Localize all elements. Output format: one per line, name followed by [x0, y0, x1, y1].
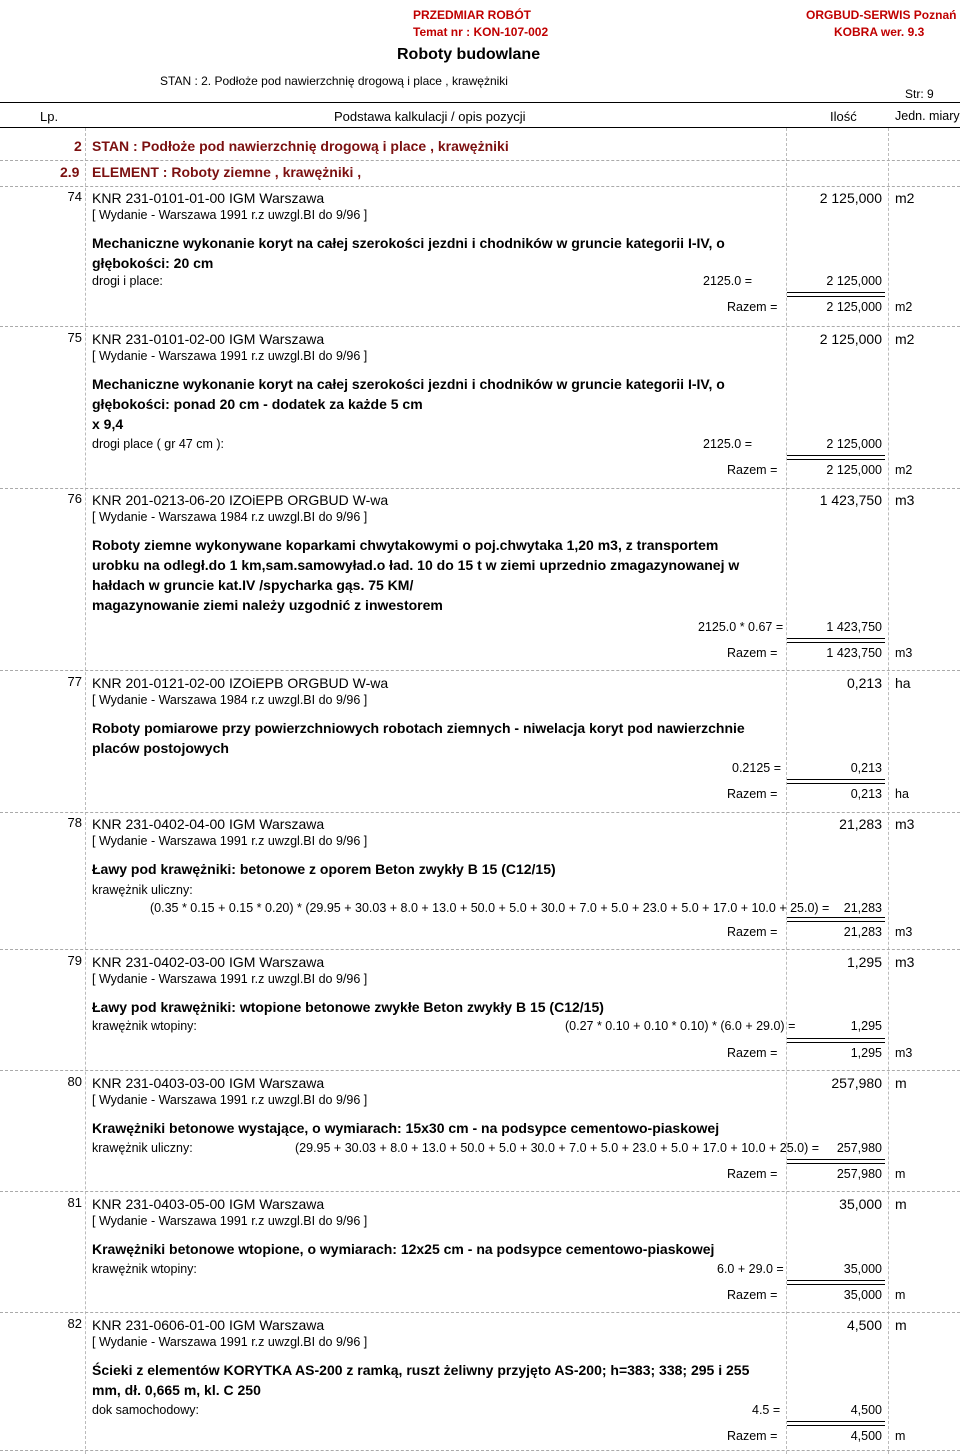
- row-divider: [0, 1312, 960, 1313]
- stan-header: STAN : 2. Podłoże pod nawierzchnię drogową i place , krawężniki: [160, 74, 508, 88]
- item-description: Roboty ziemne wykonywane koparkami chwytakowymi o poj.chwytaka 1,20 m3, z transportem urobku na odległ.do 1 km,sam.samowyład.o ład. 10 do 15 t w ziemi uprzednio zmagazynowanej w hałdach w gruncie kat.IV /spycharka gąs. 75 KM/ magazynowanie ziemi należy uzgodnić z inwestorem: [92, 537, 740, 613]
- item-code: KNR 231-0101-01-00 IGM Warszawa: [92, 190, 325, 206]
- page-number: Str: 9: [905, 87, 934, 101]
- item-code: KNR 201-0213-06-20 IZOiEPB ORGBUD W-wa: [92, 492, 389, 508]
- row-divider: [0, 1070, 960, 1071]
- stan-num: 2: [74, 138, 82, 154]
- item-edition: [ Wydanie - Warszawa 1991 r.z uwzgl.BI do 9/96 ]: [92, 834, 368, 848]
- item-description: Krawężniki betonowe wtopione, o wymiarach: 12x25 cm - na podsypce cementowo-piaskowej: [92, 1241, 715, 1257]
- calc-expression: (0.27 * 0.10 + 0.10 * 0.10) * (6.0 + 29.0) =: [565, 1019, 796, 1033]
- razem-label: Razem =: [727, 1046, 778, 1060]
- item-unit: ha: [895, 675, 911, 691]
- double-rule: [787, 779, 885, 784]
- item-code: KNR 231-0402-03-00 IGM Warszawa: [92, 954, 325, 970]
- item-edition: [ Wydanie - Warszawa 1991 r.z uwzgl.BI do 9/96 ]: [92, 349, 368, 363]
- razem-unit: m2: [895, 463, 913, 477]
- item-description: Ścieki z elementów KORYTKA AS-200 z ramką, ruszt żeliwny przyjęto AS-200; h=383; 338; 295 i 255 mm, dł. 0,665 m, kl. C 250: [92, 1362, 750, 1398]
- element-num: 2.9: [60, 164, 80, 180]
- item-unit: m: [895, 1075, 907, 1091]
- calc-label: krawężnik uliczny:: [92, 883, 193, 897]
- row-divider: [0, 812, 960, 813]
- razem-value: 1,295: [850, 1046, 882, 1060]
- calc-expression: 4.5 =: [752, 1403, 781, 1417]
- calc-expression: (29.95 + 30.03 + 8.0 + 13.0 + 50.0 + 5.0 + 30.0 + 7.0 + 5.0 + 23.0 + 5.0 + 17.0 + 10.0 + 25.0) =: [295, 1141, 820, 1155]
- item-qty: 1,295: [846, 954, 882, 970]
- item-code: KNR 231-0402-04-00 IGM Warszawa: [92, 816, 325, 832]
- item-lp: 76: [67, 491, 82, 506]
- item-unit: m3: [895, 816, 915, 832]
- doc-title: PRZEDMIAR ROBÓT: [413, 8, 531, 22]
- item-qty: 4,500: [846, 1317, 882, 1333]
- razem-label: Razem =: [727, 300, 778, 314]
- row-divider: [0, 488, 960, 489]
- company: ORGBUD-SERWIS Poznań: [806, 8, 957, 22]
- row-divider: [0, 160, 960, 161]
- calc-expression: (0.35 * 0.15 + 0.15 * 0.20) * (29.95 + 30.03 + 8.0 + 13.0 + 50.0 + 5.0 + 30.0 + 7.0 + 5.0 + 23.0 + 5.0 + 17.0 + 10.0 + 25.0) =: [150, 901, 830, 915]
- row-divider: [0, 670, 960, 671]
- item-code: KNR 201-0121-02-00 IZOiEPB ORGBUD W-wa: [92, 675, 389, 691]
- item-code: KNR 231-0606-01-00 IGM Warszawa: [92, 1317, 325, 1333]
- razem-label: Razem =: [727, 1429, 778, 1443]
- item-unit: m3: [895, 492, 915, 508]
- row-divider: [0, 949, 960, 950]
- calc-value: 2 125,000: [826, 437, 882, 451]
- razem-value: 35,000: [843, 1288, 882, 1302]
- item-lp: 80: [67, 1074, 82, 1089]
- item-edition: [ Wydanie - Warszawa 1991 r.z uwzgl.BI do 9/96 ]: [92, 1093, 368, 1107]
- row-divider: [0, 1450, 960, 1451]
- col-unit: Jedn. miary: [895, 109, 960, 123]
- row-divider: [0, 326, 960, 327]
- calc-value: 2 125,000: [826, 274, 882, 288]
- double-rule: [787, 1421, 885, 1426]
- razem-value: 1 423,750: [826, 646, 882, 660]
- item-lp: 79: [67, 953, 82, 968]
- item-lp: 82: [67, 1316, 82, 1331]
- item-qty: 2 125,000: [819, 331, 882, 347]
- item-edition: [ Wydanie - Warszawa 1991 r.z uwzgl.BI do 9/96 ]: [92, 208, 368, 222]
- item-description: Mechaniczne wykonanie koryt na całej szerokości jezdni i chodników w gruncie kategorii I-IV, o głębokości: ponad 20 cm - dodatek za każde 5 cm x 9,4: [92, 376, 725, 432]
- col-basis: Podstawa kalkulacji / opis pozycji: [334, 109, 526, 124]
- calc-value: 35,000: [843, 1262, 882, 1276]
- item-edition: [ Wydanie - Warszawa 1984 r.z uwzgl.BI do 9/96 ]: [92, 510, 368, 524]
- calc-label: krawężnik wtopiny:: [92, 1262, 197, 1276]
- software-version: KOBRA wer. 9.3: [834, 25, 925, 39]
- calc-value: 257,980: [836, 1141, 882, 1155]
- razem-value: 2 125,000: [826, 463, 882, 477]
- col-lp: Lp.: [40, 109, 59, 124]
- item-qty: 2 125,000: [819, 190, 882, 206]
- calc-label: krawężnik uliczny:: [92, 1141, 193, 1155]
- double-rule: [787, 1038, 885, 1043]
- col-qty: Ilość: [830, 109, 857, 124]
- item-edition: [ Wydanie - Warszawa 1991 r.z uwzgl.BI do 9/96 ]: [92, 1214, 368, 1228]
- item-unit: m2: [895, 331, 915, 347]
- item-description: Roboty pomiarowe przy powierzchniowych robotach ziemnych - niwelacja koryt pod nawierzchnie placów postojowych: [92, 720, 745, 756]
- heading: Roboty budowlane: [397, 46, 541, 63]
- razem-value: 2 125,000: [826, 300, 882, 314]
- calc-value: 4,500: [850, 1403, 882, 1417]
- calc-label: dok samochodowy:: [92, 1403, 200, 1417]
- calc-label: drogi i place:: [92, 274, 163, 288]
- temat: Temat nr : KON-107-002: [413, 25, 549, 39]
- double-rule: [787, 638, 885, 643]
- calc-expression: 2125.0 * 0.67 =: [698, 620, 784, 634]
- item-lp: 74: [67, 189, 82, 204]
- razem-unit: m: [895, 1167, 906, 1181]
- item-qty: 0,213: [846, 675, 882, 691]
- calc-expression: 2125.0 =: [703, 437, 753, 451]
- row-divider: [0, 1191, 960, 1192]
- razem-label: Razem =: [727, 787, 778, 801]
- item-unit: m3: [895, 954, 915, 970]
- header-top-rule: [0, 102, 960, 103]
- item-qty: 257,980: [831, 1075, 882, 1091]
- razem-value: 257,980: [836, 1167, 882, 1181]
- item-unit: m: [895, 1317, 907, 1333]
- item-description: Krawężniki betonowe wystające, o wymiarach: 15x30 cm - na podsypce cementowo-piaskowej: [92, 1120, 720, 1136]
- razem-label: Razem =: [727, 646, 778, 660]
- razem-unit: m3: [895, 925, 913, 939]
- calc-expression: 0.2125 =: [732, 761, 782, 775]
- stan-label: STAN : Podłoże pod nawierzchnię drogową i place , krawężniki: [92, 138, 509, 154]
- double-rule: [787, 455, 885, 460]
- razem-label: Razem =: [727, 463, 778, 477]
- razem-value: 4,500: [850, 1429, 882, 1443]
- double-rule: [787, 917, 885, 922]
- calc-value: 0,213: [850, 761, 882, 775]
- item-qty: 21,283: [839, 816, 882, 832]
- item-lp: 75: [67, 330, 82, 345]
- item-unit: m2: [895, 190, 915, 206]
- razem-unit: m: [895, 1288, 906, 1302]
- item-lp: 78: [67, 815, 82, 830]
- item-description: Mechaniczne wykonanie koryt na całej szerokości jezdni i chodników w gruncie kategorii I-IV, o głębokości: 20 cm: [92, 235, 725, 271]
- item-lp: 81: [67, 1195, 82, 1210]
- item-code: KNR 231-0101-02-00 IGM Warszawa: [92, 331, 325, 347]
- razem-unit: m3: [895, 646, 913, 660]
- razem-value: 21,283: [843, 925, 882, 939]
- double-rule: [787, 292, 885, 297]
- calc-value: 21,283: [843, 901, 882, 915]
- calc-value: 1,295: [850, 1019, 882, 1033]
- item-code: KNR 231-0403-03-00 IGM Warszawa: [92, 1075, 325, 1091]
- item-description: Ławy pod krawężniki: wtopione betonowe zwykłe Beton zwykły B 15 (C12/15): [92, 999, 604, 1015]
- item-edition: [ Wydanie - Warszawa 1984 r.z uwzgl.BI do 9/96 ]: [92, 693, 368, 707]
- razem-label: Razem =: [727, 1288, 778, 1302]
- element-label: ELEMENT : Roboty ziemne , krawężniki ,: [92, 164, 362, 180]
- razem-value: 0,213: [850, 787, 882, 801]
- razem-unit: ha: [895, 787, 909, 801]
- item-edition: [ Wydanie - Warszawa 1991 r.z uwzgl.BI do 9/96 ]: [92, 972, 368, 986]
- calc-expression: 2125.0 =: [703, 274, 753, 288]
- item-qty: 35,000: [839, 1196, 882, 1212]
- razem-unit: m3: [895, 1046, 913, 1060]
- row-divider: [0, 186, 960, 187]
- calc-value: 1 423,750: [826, 620, 882, 634]
- item-code: KNR 231-0403-05-00 IGM Warszawa: [92, 1196, 325, 1212]
- calc-label: drogi place ( gr 47 cm ):: [92, 437, 224, 451]
- razem-unit: m2: [895, 300, 913, 314]
- calc-expression: 6.0 + 29.0 =: [717, 1262, 784, 1276]
- razem-label: Razem =: [727, 925, 778, 939]
- razem-label: Razem =: [727, 1167, 778, 1181]
- calc-label: krawężnik wtopiny:: [92, 1019, 197, 1033]
- item-lp: 77: [67, 674, 82, 689]
- double-rule: [787, 1280, 885, 1285]
- item-qty: 1 423,750: [819, 492, 882, 508]
- item-unit: m: [895, 1196, 907, 1212]
- double-rule: [787, 1159, 885, 1164]
- header-bottom-rule: [0, 127, 960, 128]
- item-edition: [ Wydanie - Warszawa 1991 r.z uwzgl.BI do 9/96 ]: [92, 1335, 368, 1349]
- razem-unit: m: [895, 1429, 906, 1443]
- item-description: Ławy pod krawężniki: betonowe z oporem Beton zwykły B 15 (C12/15): [92, 861, 556, 877]
